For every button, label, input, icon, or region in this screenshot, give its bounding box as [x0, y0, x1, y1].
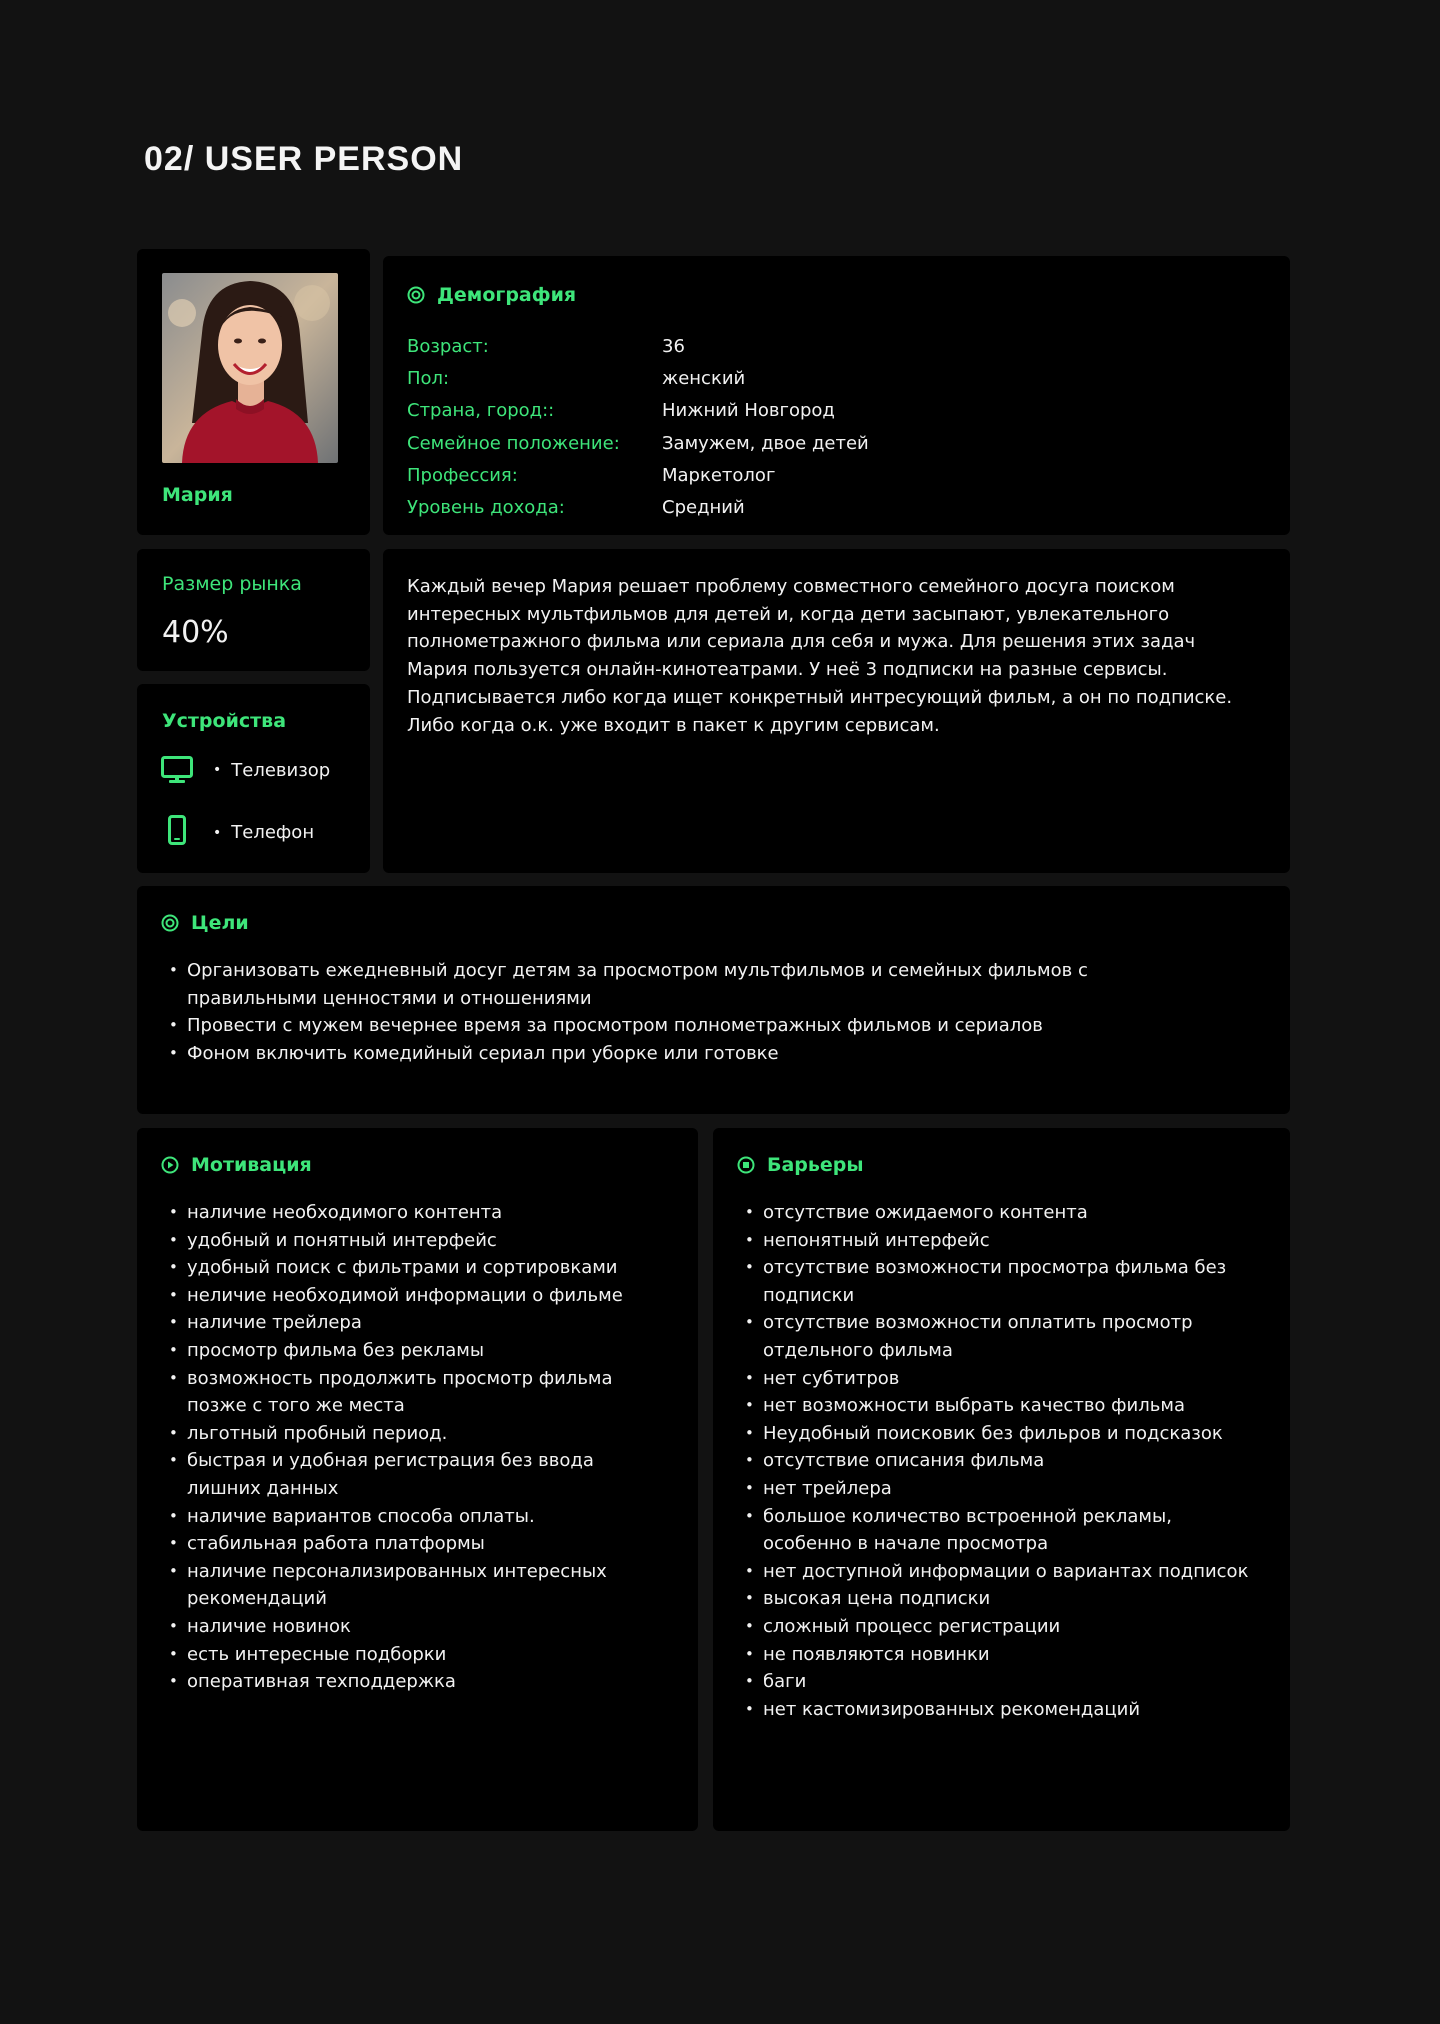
list-item: • льготный пробный период. — [161, 1420, 631, 1448]
list-item: • быстрая и удобная регистрация без ввода лишних данных — [161, 1447, 631, 1502]
story-card — [383, 549, 1290, 873]
goals-heading — [161, 912, 249, 934]
demography-row — [407, 491, 869, 523]
device-item — [161, 756, 330, 784]
list-item: • неличие необходимой информации о фильме — [161, 1282, 631, 1310]
list-item: • есть интересные подборки — [161, 1641, 631, 1669]
market-size-card — [137, 549, 370, 671]
list-item: • Неудобный поисковик без фильров и подсказок — [737, 1420, 1257, 1448]
demography-label: Возраст: — [407, 335, 489, 357]
goals-card — [137, 886, 1290, 1114]
list-item: • нет субтитров — [737, 1365, 1257, 1393]
demography-value: Средний — [662, 497, 745, 519]
list-item: • высокая цена подписки — [737, 1585, 1257, 1613]
bullet-dot: • — [213, 824, 222, 841]
play-icon — [161, 1156, 179, 1174]
list-item: • Провести с мужем вечернее время за просмотром полнометражных фильмов и сериалов — [161, 1012, 1221, 1040]
demography-value: Нижний Новгород — [662, 400, 835, 422]
demography-value: Замужем, двое детей — [662, 432, 869, 454]
target-icon — [161, 914, 179, 932]
demography-list — [407, 330, 869, 524]
list-item: • нет доступной информации о вариантах подписок — [737, 1558, 1257, 1586]
phone-icon — [168, 815, 186, 845]
list-item: • сложный процесс регистрации — [737, 1613, 1257, 1641]
list-item: • нет кастомизированных рекомендаций — [737, 1696, 1257, 1724]
story-line: Каждый вечер Мария решает проблему совместного семейного досуга поиском — [407, 576, 1175, 597]
demography-label: Уровень дохода: — [407, 497, 565, 519]
demography-label: Профессия: — [407, 464, 518, 486]
motivation-heading — [161, 1154, 312, 1176]
market-size-label: Размер рынка — [162, 573, 302, 595]
demography-row — [407, 427, 869, 459]
motivation-title: Мотивация — [191, 1154, 312, 1176]
demography-label: Семейное положение: — [407, 432, 620, 454]
demography-card — [383, 256, 1290, 535]
list-item: • нет трейлера — [737, 1475, 1257, 1503]
demography-value: Маркетолог — [662, 464, 776, 486]
list-item: • большое количество встроенной рекламы, особенно в начале просмотра — [737, 1503, 1257, 1558]
list-item: • непонятный интерфейс — [737, 1227, 1257, 1255]
list-item: • отсутствие ожидаемого контента — [737, 1199, 1257, 1227]
demography-title: Демография — [437, 284, 577, 306]
market-size-value: 40% — [162, 615, 229, 650]
device-label: Телефон — [231, 822, 315, 843]
demography-value: 36 — [662, 335, 685, 357]
list-item: • баги — [737, 1668, 1257, 1696]
monitor-icon — [161, 756, 193, 784]
device-item — [161, 815, 314, 850]
story-text — [407, 573, 1257, 739]
stop-icon — [737, 1156, 755, 1174]
list-item: • удобный поиск с фильтрами и сортировками — [161, 1254, 631, 1282]
devices-card — [137, 684, 370, 873]
list-item: • Фоном включить комедийный сериал при уборке или готовке — [161, 1040, 1221, 1068]
demography-label: Пол: — [407, 367, 450, 389]
list-item: • отсутствие возможности просмотра фильма без подписки — [737, 1254, 1257, 1309]
profile-name: Мария — [162, 484, 233, 506]
page-title: 02/ USER PERSON — [144, 140, 464, 178]
profile-card — [137, 249, 370, 535]
story-line: Мария пользуется онлайн-кинотеатрами. У неё 3 подписки на разные сервисы. — [407, 659, 1168, 681]
demography-row — [407, 330, 869, 362]
person-photo-icon — [162, 273, 338, 463]
story-line: интересных мультфильмов для детей и, когда дети засыпают, увлекательного — [407, 603, 1170, 625]
list-item: • наличие новинок — [161, 1613, 631, 1641]
list-item: • оперативная техподдержка — [161, 1668, 631, 1696]
demography-label: Страна, город:: — [407, 400, 555, 422]
demography-value: женский — [662, 367, 746, 389]
list-item: • наличие трейлера — [161, 1309, 631, 1337]
story-line: Либо когда о.к. уже входит в пакет к другим сервисам. — [407, 714, 940, 736]
device-icon-wrap — [161, 815, 193, 850]
barriers-heading — [737, 1154, 864, 1176]
devices-title: Устройства — [162, 710, 287, 732]
barriers-title: Барьеры — [767, 1154, 864, 1176]
barriers-list — [737, 1199, 1257, 1723]
demography-row — [407, 395, 869, 427]
list-item: • отсутствие возможности оплатить просмотр отдельного фильма — [737, 1309, 1257, 1364]
goals-title: Цели — [191, 912, 249, 934]
story-line: Подписывается либо когда ищет конкретный интресующий фильм, а он по подписке. — [407, 686, 1233, 708]
list-item: • отсутствие описания фильма — [737, 1447, 1257, 1475]
motivation-list — [161, 1199, 631, 1696]
list-item: • удобный и понятный интерфейс — [161, 1227, 631, 1255]
profile-photo — [162, 273, 338, 463]
list-item: • наличие персонализированных интересных рекомендаций — [161, 1558, 631, 1613]
bullet-dot: • — [213, 762, 222, 778]
goals-list — [161, 957, 1221, 1067]
list-item: • наличие необходимого контента — [161, 1199, 631, 1227]
story-line: полнометражного фильма или сериала для себя и мужа. Для решения этих задач — [407, 631, 1196, 653]
list-item: • Организовать ежедневный досуг детям за просмотром мультфильмов и семейных фильмов с правильными ценностями и отношениями — [161, 957, 1221, 1012]
list-item: • не появляются новинки — [737, 1641, 1257, 1669]
list-item: • нет возможности выбрать качество фильма — [737, 1392, 1257, 1420]
target-icon — [407, 286, 425, 304]
list-item: • просмотр фильма без рекламы — [161, 1337, 631, 1365]
list-item: • стабильная работа платформы — [161, 1530, 631, 1558]
list-item: • наличие вариантов способа оплаты. — [161, 1503, 631, 1531]
barriers-card — [713, 1128, 1290, 1831]
motivation-card — [137, 1128, 698, 1831]
demography-row — [407, 459, 869, 491]
demography-heading — [407, 284, 576, 306]
list-item: • возможность продолжить просмотр фильма позже с того же места — [161, 1365, 631, 1420]
demography-row — [407, 362, 869, 394]
device-label: Телевизор — [231, 759, 331, 781]
